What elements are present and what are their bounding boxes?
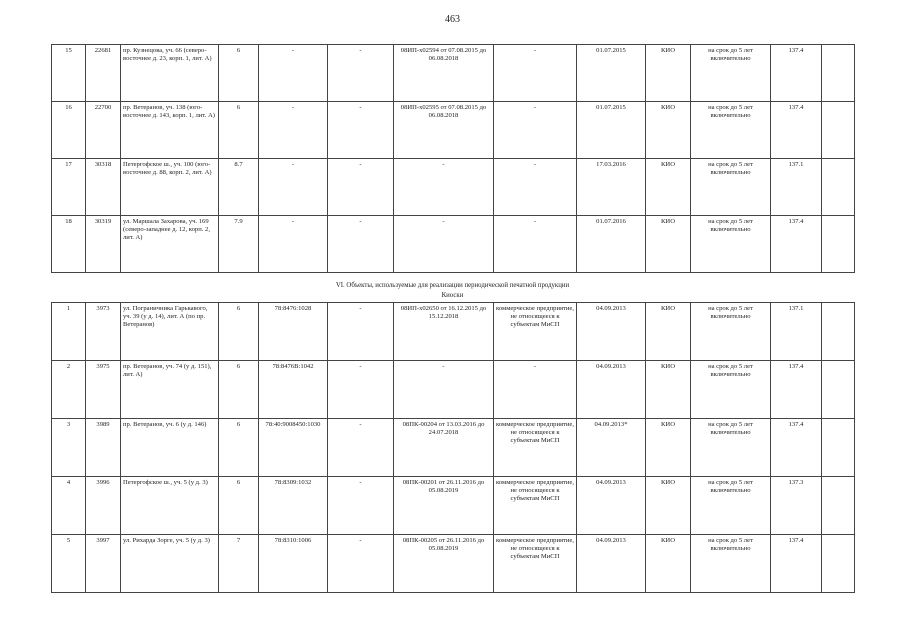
cell-department: КИО [646, 361, 691, 419]
cell-code: 137.1 [771, 303, 822, 361]
cell-cadastral-number: - [259, 45, 328, 102]
cell-address: Петергофское ш., уч. 100 (юго-восточнее д. 88, корп. 2, лит. А) [121, 159, 219, 216]
cell-remark [822, 419, 855, 477]
cell-term: на срок до 5 лет включительно [691, 216, 771, 273]
cell-department: КИО [646, 45, 691, 102]
cell-area: 6 [219, 303, 259, 361]
cell-col-6: - [328, 159, 394, 216]
cell-remark [822, 216, 855, 273]
cell-address: пр. Кузнецова, уч. 66 (северо-восточнее д. 23, корп. 1, лит. А) [121, 45, 219, 102]
cell-tenant-category: коммерческое предприятие, не относящееся к субъектам МиСП [494, 477, 577, 535]
table-row [52, 159, 855, 216]
cell-tenant-category: коммерческое предприятие, не относящееся к субъектам МиСП [494, 303, 577, 361]
cell-term: на срок до 5 лет включительно [691, 102, 771, 159]
cell-row-number: 5 [52, 535, 86, 593]
cell-code: 137.4 [771, 102, 822, 159]
cell-remark [822, 159, 855, 216]
cell-code: 137.3 [771, 477, 822, 535]
cell-date: 01.07.2015 [577, 102, 646, 159]
cell-term: на срок до 5 лет включительно [691, 361, 771, 419]
cell-col-6: - [328, 419, 394, 477]
cell-address: ул. Рихарда Зорге, уч. 5 (у д. 3) [121, 535, 219, 593]
table-row [52, 216, 855, 273]
cell-contract: 08ИП-х02650 от 16.12.2015 до 15.12.2018 [394, 303, 494, 361]
cell-row-number: 2 [52, 361, 86, 419]
table-row [52, 477, 855, 535]
cell-address: пр. Ветеранов, уч. 138 (юго-восточнее д. 143, корп. 1, лит. А) [121, 102, 219, 159]
cell-remark [822, 361, 855, 419]
cell-term: на срок до 5 лет включительно [691, 535, 771, 593]
cell-date: 04.09.2013 [577, 477, 646, 535]
table-row [52, 361, 855, 419]
cell-code: 137.4 [771, 45, 822, 102]
cell-contract: - [394, 159, 494, 216]
cell-code: 137.4 [771, 535, 822, 593]
cell-area: 6 [219, 361, 259, 419]
cell-code: 137.4 [771, 216, 822, 273]
cell-object-code: 30319 [86, 216, 121, 273]
cell-row-number: 17 [52, 159, 86, 216]
cell-area: 7 [219, 535, 259, 593]
cell-area: 6 [219, 102, 259, 159]
cell-tenant-category: - [494, 216, 577, 273]
cell-date: 04.09.2013 [577, 361, 646, 419]
cell-object-code: 3973 [86, 303, 121, 361]
cell-object-code: 3975 [86, 361, 121, 419]
cell-department: КИО [646, 535, 691, 593]
cell-date: 04.09.2013* [577, 419, 646, 477]
cell-date: 01.07.2016 [577, 216, 646, 273]
cell-department: КИО [646, 477, 691, 535]
section-subtitle: Киоски [441, 292, 464, 299]
cell-object-code: 3997 [86, 535, 121, 593]
cell-date: 04.09.2013 [577, 303, 646, 361]
cell-remark [822, 303, 855, 361]
cell-object-code: 22681 [86, 45, 121, 102]
cell-date: 04.09.2013 [577, 535, 646, 593]
cell-contract: 08ИП-х02594 от 07.08.2015 до 06.08.2018 [394, 45, 494, 102]
cell-contract: - [394, 361, 494, 419]
cell-remark [822, 102, 855, 159]
objects-table-kiosks [51, 302, 855, 593]
cell-address: Петергофское ш., уч. 5 (у д. 3) [121, 477, 219, 535]
cell-cadastral-number: 78:8476:1028 [259, 303, 328, 361]
cell-date: 17.03.2016 [577, 159, 646, 216]
cell-address: пр. Ветеранов, уч. 74 (у д. 151), лит. А) [121, 361, 219, 419]
cell-department: КИО [646, 216, 691, 273]
cell-term: на срок до 5 лет включительно [691, 477, 771, 535]
cell-col-6: - [328, 361, 394, 419]
table-row [52, 535, 855, 593]
section-title: VI. Объекты, используемые для реализации периодической печатной продукции [335, 282, 570, 289]
cell-remark [822, 45, 855, 102]
table-row [52, 102, 855, 159]
cell-tenant-category: - [494, 159, 577, 216]
cell-contract: 08ПК-00201 от 26.11.2016 до 05.08.2019 [394, 477, 494, 535]
cell-tenant-category: - [494, 45, 577, 102]
cell-row-number: 4 [52, 477, 86, 535]
cell-department: КИО [646, 159, 691, 216]
cell-cadastral-number: 78:8310:1006 [259, 535, 328, 593]
cell-term: на срок до 5 лет включительно [691, 419, 771, 477]
cell-col-6: - [328, 102, 394, 159]
cell-cadastral-number: - [259, 159, 328, 216]
cell-date: 01.07.2015 [577, 45, 646, 102]
cell-department: КИО [646, 102, 691, 159]
cell-contract: 08ПК-00205 от 26.11.2016 до 05.08.2019 [394, 535, 494, 593]
cell-contract: 08ПК-00204 от 13.03.2016 до 24.07.2018 [394, 419, 494, 477]
cell-area: 8.7 [219, 159, 259, 216]
cell-cadastral-number: 78:40:9008450:1030 [259, 419, 328, 477]
table-row [52, 45, 855, 102]
cell-remark [822, 477, 855, 535]
cell-department: КИО [646, 303, 691, 361]
cell-col-6: - [328, 535, 394, 593]
cell-address: ул. Пограничника Гарькавого, уч. 39 (у д. 14), лит. А (по пр. Ветеранов) [121, 303, 219, 361]
cell-area: 6 [219, 45, 259, 102]
cell-cadastral-number: - [259, 216, 328, 273]
cell-tenant-category: коммерческое предприятие, не относящееся к субъектам МиСП [494, 419, 577, 477]
cell-row-number: 15 [52, 45, 86, 102]
cell-cadastral-number: 78:8309:1032 [259, 477, 328, 535]
cell-term: на срок до 5 лет включительно [691, 303, 771, 361]
cell-row-number: 16 [52, 102, 86, 159]
cell-object-code: 22700 [86, 102, 121, 159]
cell-object-code: 3989 [86, 419, 121, 477]
cell-col-6: - [328, 477, 394, 535]
table-row [52, 303, 855, 361]
cell-object-code: 3996 [86, 477, 121, 535]
cell-col-6: - [328, 216, 394, 273]
cell-address: пр. Ветеранов, уч. 6 (у д. 146) [121, 419, 219, 477]
cell-col-6: - [328, 45, 394, 102]
table-row [52, 419, 855, 477]
section-caption [51, 281, 854, 301]
cell-object-code: 30318 [86, 159, 121, 216]
cell-area: 6 [219, 419, 259, 477]
cell-tenant-category: - [494, 361, 577, 419]
cell-cadastral-number: - [259, 102, 328, 159]
cell-area: 6 [219, 477, 259, 535]
cell-row-number: 1 [52, 303, 86, 361]
objects-table-upper [51, 44, 855, 273]
cell-code: 137.4 [771, 419, 822, 477]
cell-row-number: 18 [52, 216, 86, 273]
cell-tenant-category: коммерческое предприятие, не относящееся к субъектам МиСП [494, 535, 577, 593]
cell-term: на срок до 5 лет включительно [691, 159, 771, 216]
cell-term: на срок до 5 лет включительно [691, 45, 771, 102]
cell-cadastral-number: 78:8476В:1042 [259, 361, 328, 419]
cell-contract: - [394, 216, 494, 273]
cell-code: 137.1 [771, 159, 822, 216]
cell-address: ул. Маршала Захарова, уч. 169 (северо-западнее д. 12, корп. 2, лит. А) [121, 216, 219, 273]
cell-col-6: - [328, 303, 394, 361]
page-number: 463 [445, 14, 460, 25]
cell-department: КИО [646, 419, 691, 477]
cell-contract: 08ИП-х02595 от 07.08.2015 до 06.08.2018 [394, 102, 494, 159]
cell-area: 7.9 [219, 216, 259, 273]
cell-tenant-category: - [494, 102, 577, 159]
cell-remark [822, 535, 855, 593]
cell-row-number: 3 [52, 419, 86, 477]
cell-code: 137.4 [771, 361, 822, 419]
